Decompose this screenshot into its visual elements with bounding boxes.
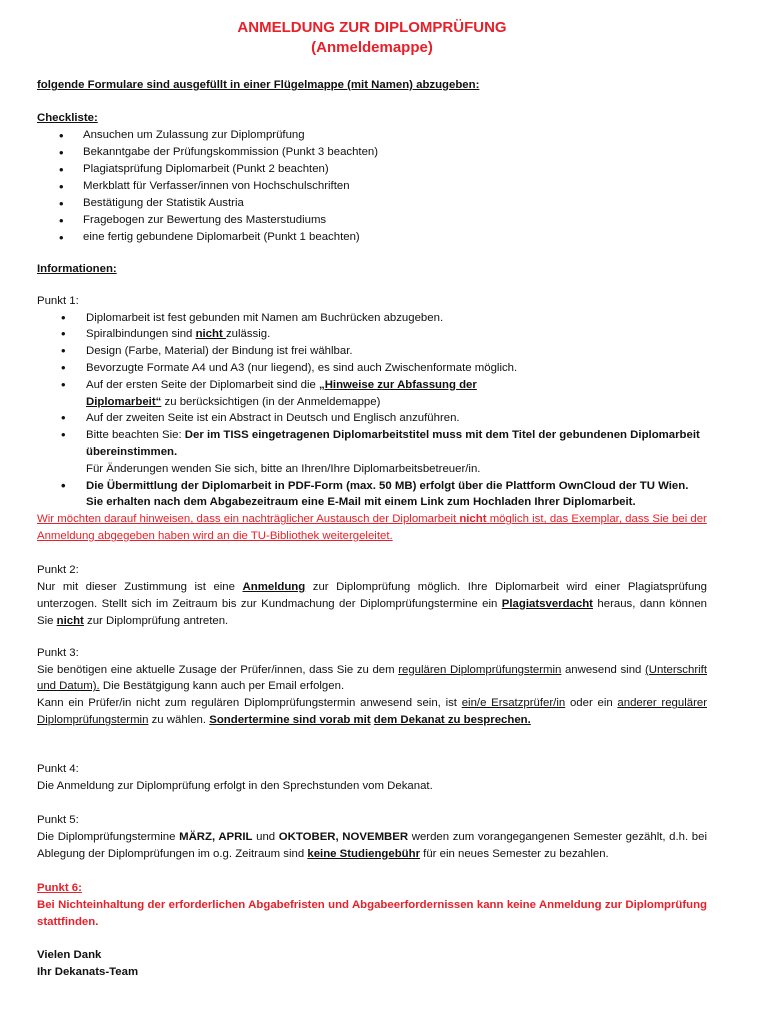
punkt5-heading: Punkt 5:: [37, 813, 79, 826]
punkt1-item: • Bevorzugte Formate A4 und A3 (nur liegend), es sind auch Zwischenformate möglich.: [37, 360, 707, 377]
punkt1-list: [37, 310, 707, 512]
checklist-item: • Ansuchen um Zulassung zur Diplomprüfung: [37, 127, 707, 144]
punkt1-item: • Auf der ersten Seite der Diplomarbeit sind die „Hinweise zur Abfassung der Diplomarbeit“ zu berücksichtigen (in der Anmeldemappe): [37, 377, 536, 411]
intro-line: folgende Formulare sind ausgefüllt in einer Flügelmappe (mit Namen) abzugeben:: [37, 79, 480, 91]
punkt2-text: Nur mit dieser Zustimmung ist eine Anmeldung zur Diplomprüfung möglich. Ihre Diplomarbeit wird einer Plagiatsprüfung unterzogen. Stellt sich im Zeitraum bis zur Kundmachung der Diplomprüfungstermine ein Plagiatsverdacht heraus, dann können Sie nicht zur Diplomprüfung antreten.: [37, 580, 707, 627]
checklist-item: • Merkblatt für Verfasser/innen von Hochschulschriften: [37, 178, 707, 195]
punkt2-heading: Punkt 2:: [37, 564, 79, 576]
closing-thanks: Vielen Dank: [37, 949, 102, 962]
punkt3-heading: Punkt 3:: [37, 646, 79, 659]
checklist: [37, 127, 707, 246]
checklist-item: • Bestätigung der Statistik Austria: [37, 195, 707, 212]
punkt1-item: • Design (Farbe, Material) der Bindung ist frei wählbar.: [37, 343, 707, 360]
checklist-heading: Checkliste:: [37, 111, 98, 124]
checklist-item: • Bekanntgabe der Prüfungskommission (Punkt 3 beachten): [37, 144, 707, 161]
punkt1-heading: Punkt 1:: [37, 294, 79, 307]
punkt4-heading: Punkt 4:: [37, 763, 79, 776]
punkt4-text: Die Anmeldung zur Diplomprüfung erfolgt in den Sprechstunden vom Dekanat.: [37, 780, 433, 793]
document-title: ANMELDUNG ZUR DIPLOMPRÜFUNG: [237, 19, 507, 36]
punkt6-heading: Punkt 6:: [37, 881, 82, 894]
punkt1-item: • Die Übermittlung der Diplomarbeit in PDF-Form (max. 50 MB) erfolgt über die Plattform OwnCloud der TU Wien. Sie erhalten nach dem Abgabezeitraum eine E-Mail mit einem Link zum Hochladen Ihrer Diplomarbeit.: [37, 478, 707, 512]
punkt1-item: • Diplomarbeit ist fest gebunden mit Namen am Buchrücken abzugeben.: [37, 310, 707, 327]
punkt1-item: • Bitte beachten Sie: Der im TISS eingetragenen Diplomarbeitstitel muss mit dem Titel der gebundenen Diplomarbeit übereinstimmen. Für Änderungen wenden Sie sich, bitte an Ihren/Ihre Diplomarbeitsbetreuer/in.: [37, 427, 707, 477]
punkt5-text: Die Diplomprüfungstermine MÄRZ, APRIL und OKTOBER, NOVEMBER werden zum vorangegangenen Semester gezählt, d.h. bei Ablegung der Diplomprüfungen im o.g. Zeitraum sind keine Studiengebühr für ein neues Semester zu bezahlen.: [37, 830, 707, 860]
checklist-item: • Plagiatsprüfung Diplomarbeit (Punkt 2 beachten): [37, 161, 707, 178]
checklist-item: • eine fertig gebundene Diplomarbeit (Punkt 1 beachten): [37, 229, 707, 246]
punkt1-item: • Spiralbindungen sind nicht zulässig.: [37, 326, 707, 343]
punkt1-item: • Auf der zweiten Seite ist ein Abstract in Deutsch und Englisch anzuführen.: [37, 410, 707, 427]
info-heading: Informationen:: [37, 262, 117, 275]
checklist-item: • Fragebogen zur Bewertung des Masterstudiums: [37, 212, 707, 229]
document-page: [37, 18, 707, 981]
closing-signature: Ihr Dekanats-Team: [37, 966, 139, 979]
punkt3-text-2: Kann ein Prüfer/in nicht zum regulären Diplomprüfungstermin anwesend sein, ist ein/e Ersatzprüfer/in oder ein anderer regulärer Diplomprüfungstermin zu wählen. Sondertermine sind vorab mit dem Dekanat zu besprechen.: [37, 697, 708, 727]
document-subtitle: (Anmeldemappe): [311, 39, 433, 56]
punkt6-text: Bei Nichteinhaltung der erforderlichen Abgabefristen und Abgabeerfordernissen kann keine Anmeldung zur Diplomprüfung stattfinden.: [37, 898, 707, 928]
punkt3-text-1: Sie benötigen eine aktuelle Zusage der Prüfer/innen, dass Sie zu dem regulären Diplomprüfungstermin anwesend sind (Unterschrift und Datum). Die Bestätgigung kann auch per Email erfolgen.: [37, 663, 707, 693]
punkt1-note: Wir möchten darauf hinweisen, dass ein nachträglicher Austausch der Diplomarbeit nicht möglich ist, das Exemplar, dass Sie bei der Anmeldung abgegeben haben wird an die TU-Bibliothek weitergeleitet.: [37, 513, 707, 543]
